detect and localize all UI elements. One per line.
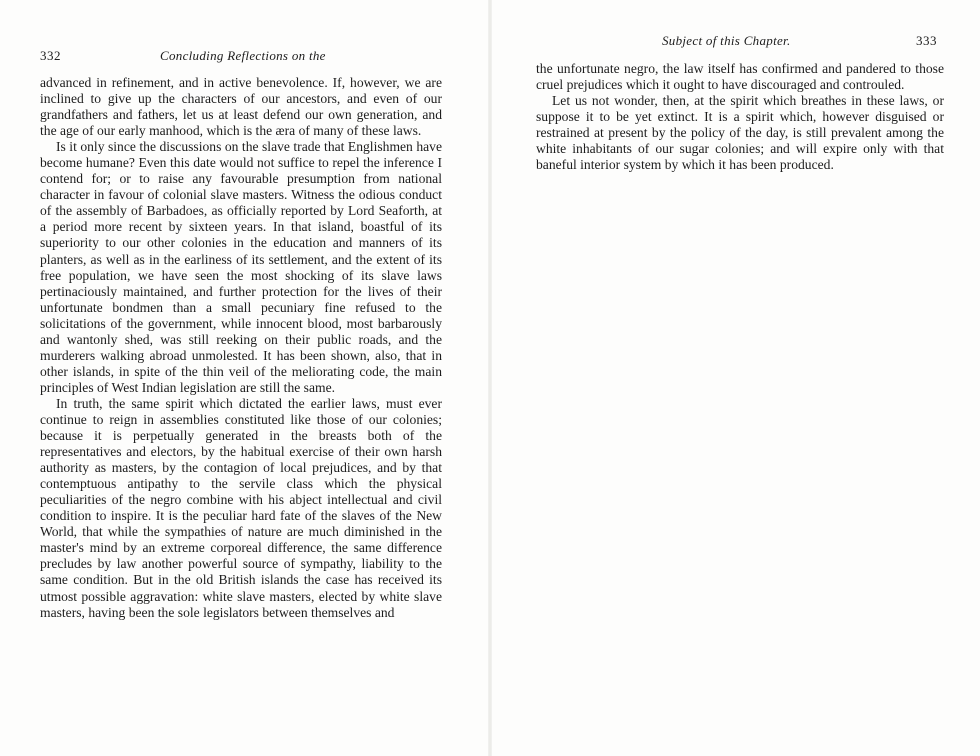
paragraph: advanced in refinement, and in active benevolence. If, however, we are inclined to give up the characters of our ancestors, and even of our grandfathers and fathers, let us at least defend our own generation, and the age of our early manhood, which is the æra of many of these laws. <box>40 75 442 139</box>
paragraph: Is it only since the discussions on the slave trade that Englishmen have become humane? Even this date would not suffice to repel the inference I contend for; or to raise any favourable presumption from national character in favour of colonial slave masters. Witness the odious conduct of the assembly of Barbadoes, as officially reported by Lord Seaforth, at a period more recent by sixteen years. In that island, boastful of its superiority to our other colonies in the education and manners of its planters, as well as in the earliness of its settlement, and the extent of its free population, we have seen the most shocking of its slave laws pertinaciously maintained, and further protection for the lives of their unfortunate bondmen than a small pecuniary fine refused to the solicitations of the government, while innocent blood, most barbarously and wantonly shed, was still reeking on their public roads, and the murderers walking abroad unmolested. It has been shown, also, that in other islands, in spite of the thin veil of the meliorating code, the main principles of West Indian legislation are still the same. <box>40 139 442 395</box>
left-page <box>0 0 488 756</box>
page-number: 332 <box>40 48 61 63</box>
body-text <box>536 61 944 173</box>
paragraph: the unfortunate negro, the law itself has confirmed and pandered to those cruel prejudices which it ought to have discouraged and controuled. <box>536 61 944 93</box>
body-text <box>40 75 442 621</box>
running-head: Concluding Reflections on the <box>160 48 326 63</box>
paragraph: Let us not wonder, then, at the spirit which breathes in these laws, or suppose it to be yet extinct. It is a spirit which, however disguised or restrained at present by the policy of the day, is still prevalent among the white inhabitants of our sugar colonies; and will expire only with that baneful interior system by which it has been produced. <box>536 93 944 173</box>
paragraph: In truth, the same spirit which dictated the earlier laws, must ever continue to reign in assemblies constituted like those of our colonies; because it is perpetually generated in the breasts both of the representatives and electors, by the habitual exercise of their own harsh authority as masters, by the contagion of local prejudices, and by that contemptuous antipathy to the servile class which the physical peculiarities of the negro combine with his abject intellectual and civil condition to inspire. It is the peculiar hard fate of the slaves of the New World, that while the sympathies of nature are much diminished in the master's mind by an extreme corporeal difference, the same difference precludes by law another powerful source of sympathy, liability to the same condition. But in the old British islands the case has received its utmost possible aggravation: white slave masters, elected by white slave masters, having been the sole legislators between themselves and <box>40 395 442 620</box>
running-head: Subject of this Chapter. <box>662 33 791 48</box>
page-number: 333 <box>916 33 937 48</box>
right-page <box>492 0 980 756</box>
